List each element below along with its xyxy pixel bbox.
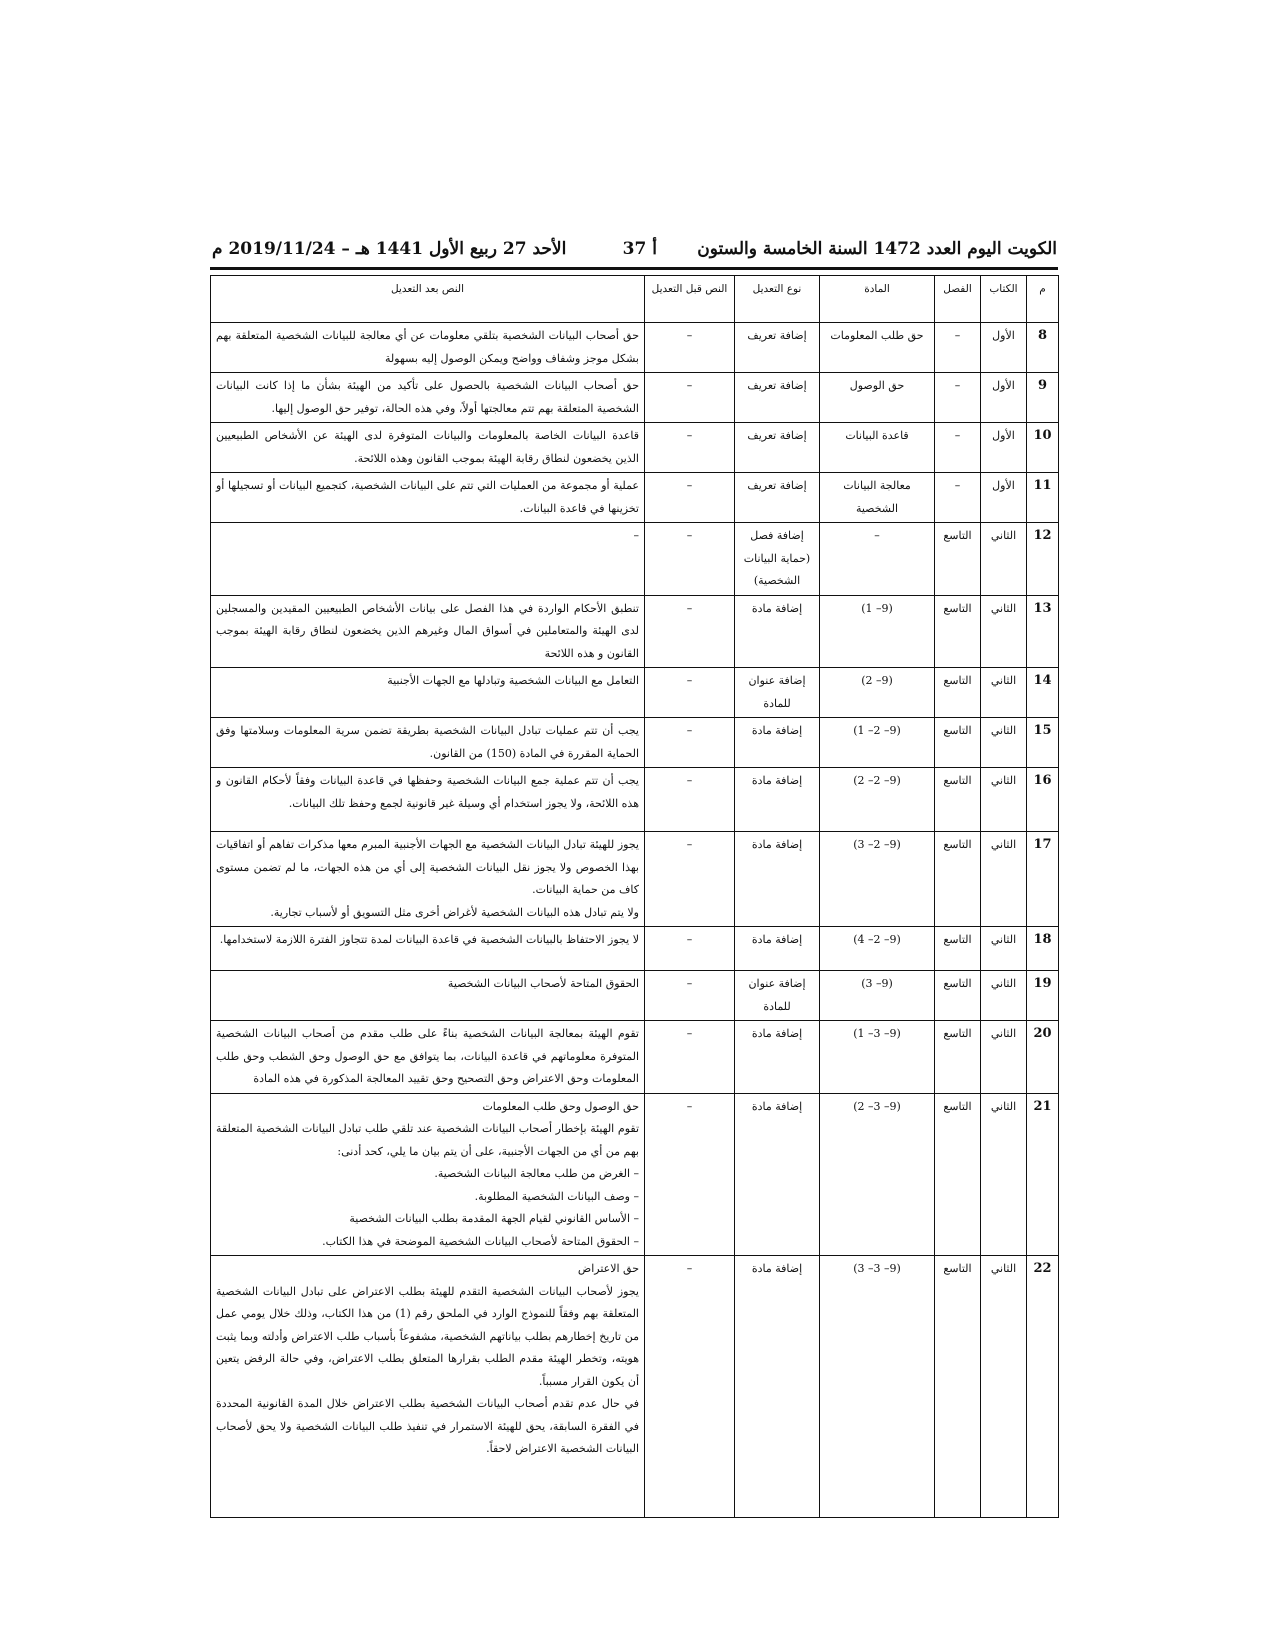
row-number: 16 xyxy=(1027,768,1059,832)
issue-date: الأحد 27 ربيع الأول 1441 هـ – 2019/11/24 م xyxy=(212,239,567,259)
row-article: (9– 3– 2) xyxy=(820,1093,935,1256)
row-text-before: – xyxy=(645,927,735,971)
row-article: (9– 2– 2) xyxy=(820,768,935,832)
table-row xyxy=(211,718,1059,768)
row-chapter: – xyxy=(935,423,981,473)
row-amendment-type: إضافة مادة xyxy=(735,1256,820,1518)
table-row xyxy=(211,768,1059,832)
row-article: معالجة البيانات الشخصية xyxy=(820,473,935,523)
col-header-article: المادة xyxy=(820,276,935,323)
row-text-before: – xyxy=(645,668,735,718)
row-amendment-type: إضافة مادة xyxy=(735,768,820,832)
row-text-after xyxy=(211,1256,645,1518)
row-text-after xyxy=(211,768,645,832)
row-chapter: التاسع xyxy=(935,718,981,768)
text-paragraph: – الحقوق المتاحة لأصحاب البيانات الشخصية الموضحة في هذا الكتاب. xyxy=(322,1234,639,1248)
row-amendment-type: إضافة مادة xyxy=(735,1093,820,1256)
row-article: قاعدة البيانات xyxy=(820,423,935,473)
text-paragraph: يجوز للهيئة تبادل البيانات الشخصية مع الجهات الأجنبية المبرم معها مذكرات تفاهم أو اتفاقيات بهذا الخصوص ولا يجوز نقل البيانات الشخصية إلى أي من هذه الجهات، ما لم تضمن مستوى كاف من حماية البيانات. xyxy=(216,838,639,896)
table-row xyxy=(211,668,1059,718)
row-book: الثاني xyxy=(981,1021,1027,1094)
text-paragraph: – xyxy=(633,529,639,542)
text-paragraph: – وصف البيانات الشخصية المطلوبة. xyxy=(474,1189,639,1203)
row-text-after xyxy=(211,373,645,423)
row-chapter: التاسع xyxy=(935,1021,981,1094)
row-amendment-type: إضافة تعريف xyxy=(735,423,820,473)
row-amendment-type: إضافة مادة xyxy=(735,832,820,927)
row-chapter: التاسع xyxy=(935,832,981,927)
row-chapter: التاسع xyxy=(935,595,981,668)
row-number: 11 xyxy=(1027,473,1059,523)
row-number: 14 xyxy=(1027,668,1059,718)
row-number: 15 xyxy=(1027,718,1059,768)
col-header-type: نوع التعديل xyxy=(735,276,820,323)
row-book: الثاني xyxy=(981,595,1027,668)
header-rule xyxy=(210,267,1058,270)
gazette-issue-info: الكويت اليوم العدد 1472 السنة الخامسة والستون xyxy=(697,239,1057,259)
row-article: حق الوصول xyxy=(820,373,935,423)
row-article: (9– 2– 4) xyxy=(820,927,935,971)
row-number: 18 xyxy=(1027,927,1059,971)
row-book: الثاني xyxy=(981,523,1027,596)
row-amendment-type: إضافة مادة xyxy=(735,927,820,971)
text-paragraph: يجب أن تتم عملية جمع البيانات الشخصية وحفظها في قاعدة البيانات وفقاً لأحكام القانون و هذه اللائحة، ولا يجوز استخدام أي وسيلة غير قانونية لجمع وحفظ تلك البيانات. xyxy=(216,774,639,810)
row-amendment-type: إضافة تعريف xyxy=(735,473,820,523)
table-row xyxy=(211,423,1059,473)
row-chapter: التاسع xyxy=(935,1256,981,1518)
row-number: 12 xyxy=(1027,523,1059,596)
row-book: الثاني xyxy=(981,971,1027,1021)
page-number: أ 37 xyxy=(622,239,657,259)
text-paragraph: عملية أو مجموعة من العمليات التي تتم على البيانات الشخصية، كتجميع البيانات أو تسجيلها أو تخزينها في قاعدة البيانات. xyxy=(216,479,639,515)
table-row xyxy=(211,373,1059,423)
row-book: الثاني xyxy=(981,668,1027,718)
row-number: 20 xyxy=(1027,1021,1059,1094)
text-paragraph: حق أصحاب البيانات الشخصية بالحصول على تأكيد من الهيئة بشأن ما إذا كانت البيانات الشخصية المتعلقة بهم تتم معالجتها أولاً، وفي هذه الحالة، توفير حق الوصول إليها. xyxy=(216,379,639,415)
row-text-before: – xyxy=(645,473,735,523)
row-book: الثاني xyxy=(981,832,1027,927)
row-article: (9– 2– 1) xyxy=(820,718,935,768)
row-book: الثاني xyxy=(981,718,1027,768)
row-book: الثاني xyxy=(981,768,1027,832)
row-number: 8 xyxy=(1027,323,1059,373)
row-number: 17 xyxy=(1027,832,1059,927)
text-paragraph: لا يجوز الاحتفاظ بالبيانات الشخصية في قاعدة البيانات لمدة تتجاوز الفترة اللازمة لاستخدامها. xyxy=(219,933,639,946)
row-number: 10 xyxy=(1027,423,1059,473)
row-text-after xyxy=(211,971,645,1021)
row-text-after xyxy=(211,718,645,768)
row-book: الثاني xyxy=(981,927,1027,971)
row-text-after xyxy=(211,523,645,596)
row-book: الأول xyxy=(981,323,1027,373)
row-number: 9 xyxy=(1027,373,1059,423)
row-number: 13 xyxy=(1027,595,1059,668)
col-header-chapter: الفصل xyxy=(935,276,981,323)
table-row xyxy=(211,1093,1059,1256)
row-chapter: – xyxy=(935,323,981,373)
text-paragraph: ولا يتم تبادل هذه البيانات الشخصية لأغراض أخرى مثل التسويق أو لأسباب تجارية. xyxy=(270,905,639,919)
table-row xyxy=(211,473,1059,523)
row-book: الأول xyxy=(981,473,1027,523)
row-text-after xyxy=(211,595,645,668)
row-book: الأول xyxy=(981,373,1027,423)
row-text-before: – xyxy=(645,1093,735,1256)
table-row xyxy=(211,523,1059,596)
table-row xyxy=(211,971,1059,1021)
row-book: الثاني xyxy=(981,1093,1027,1256)
amendments-table xyxy=(210,275,1059,1518)
text-paragraph: الحقوق المتاحة لأصحاب البيانات الشخصية xyxy=(447,977,639,990)
row-text-before: – xyxy=(645,768,735,832)
col-header-before: النص قبل التعديل xyxy=(645,276,735,323)
text-paragraph: في حال عدم تقدم أصحاب البيانات الشخصية بطلب الاعتراض خلال المدة القانونية المحددة في الفقرة السابقة، يحق للهيئة الاستمرار في تنفيذ طلب البيانات الشخصية ولا يحق لأصحاب البيانات الشخصية الاعتراض لاحقاً. xyxy=(216,1397,639,1455)
row-text-before: – xyxy=(645,595,735,668)
row-article: (9– 3) xyxy=(820,971,935,1021)
text-paragraph: قاعدة البيانات الخاصة بالمعلومات والبيانات المتوفرة لدى الهيئة عن الأشخاص الطبيعيين الذين يخضعون لنطاق رقابة الهيئة بموجب القانون وهذه اللائحة. xyxy=(216,429,639,465)
row-article: حق طلب المعلومات xyxy=(820,323,935,373)
row-text-before: – xyxy=(645,323,735,373)
col-header-book: الكتاب xyxy=(981,276,1027,323)
row-number: 22 xyxy=(1027,1256,1059,1518)
row-book: الأول xyxy=(981,423,1027,473)
text-paragraph: – الغرض من طلب معالجة البيانات الشخصية. xyxy=(434,1167,639,1180)
row-chapter: التاسع xyxy=(935,1093,981,1256)
row-chapter: التاسع xyxy=(935,523,981,596)
row-text-after xyxy=(211,423,645,473)
table-row xyxy=(211,832,1059,927)
row-number: 19 xyxy=(1027,971,1059,1021)
text-paragraph: يجوز لأصحاب البيانات الشخصية التقدم للهيئة بطلب الاعتراض على تبادل البيانات الشخصية المتعلقة بهم وفقاً للنموذج الوارد في الملحق رقم (1) من هذا الكتاب، وذلك خلال يومي عمل من تاريخ إخطارهم بطلب بياناتهم الشخصية، مشفوعاً بأسباب طلب الاعتراض وأدلته وبما يثبت هويته، وتخطر الهيئة مقدم الطلب بقرارها المتعلق بطلب الاعتراض، وفي حالة الرفض يتعين أن يكون القرار مسبباً. xyxy=(216,1284,639,1388)
text-paragraph: تقوم الهيئة بمعالجة البيانات الشخصية بناءً على طلب مقدم من أصحاب البيانات الشخصية المتوفرة معلوماتهم في قاعدة البيانات، بما يتوافق مع حق الوصول وحق الشطب وحق طلب المعلومات وحق الاعتراض وحق التصحيح وحق تقييد المعالجة المذكورة في هذه المادة xyxy=(216,1027,639,1085)
row-chapter: التاسع xyxy=(935,768,981,832)
row-amendment-type: إضافة مادة xyxy=(735,1021,820,1094)
table-row xyxy=(211,323,1059,373)
col-header-after: النص بعد التعديل xyxy=(211,276,645,323)
row-text-after xyxy=(211,927,645,971)
row-chapter: التاسع xyxy=(935,971,981,1021)
table-row xyxy=(211,1256,1059,1518)
row-book: الثاني xyxy=(981,1256,1027,1518)
text-paragraph: حق الوصول وحق طلب المعلومات xyxy=(482,1099,639,1113)
row-article: (9– 2) xyxy=(820,668,935,718)
text-paragraph: يجب أن تتم عمليات تبادل البيانات الشخصية بطريقة تضمن سرية المعلومات وسلامتها وفق الحماية المقررة في المادة (150) من القانون. xyxy=(216,724,639,760)
row-amendment-type: إضافة فصل (حماية البيانات الشخصية) xyxy=(735,523,820,596)
row-text-before: – xyxy=(645,423,735,473)
text-paragraph: تنطبق الأحكام الواردة في هذا الفصل على بيانات الأشخاص الطبيعيين المقيدين والمسجلين لدى الهيئة والمتعاملين في أسواق المال وغيرهم الذين يخضعون لنطاق رقابة الهيئة بموجب القانون و هذه اللائحة xyxy=(216,601,639,660)
text-paragraph: – الأساس القانوني لقيام الجهة المقدمة بطلب البيانات الشخصية xyxy=(349,1212,639,1225)
row-text-before: – xyxy=(645,523,735,596)
row-article: (9– 3– 3) xyxy=(820,1256,935,1518)
row-amendment-type: إضافة مادة xyxy=(735,595,820,668)
row-number: 21 xyxy=(1027,1093,1059,1256)
row-amendment-type: إضافة عنوان للمادة xyxy=(735,971,820,1021)
col-header-num: م xyxy=(1027,276,1059,323)
row-text-before: – xyxy=(645,971,735,1021)
row-amendment-type: إضافة عنوان للمادة xyxy=(735,668,820,718)
row-article: (9– 2– 3) xyxy=(820,832,935,927)
row-text-after xyxy=(211,668,645,718)
row-text-before: – xyxy=(645,1256,735,1518)
row-text-after xyxy=(211,832,645,927)
text-paragraph: حق أصحاب البيانات الشخصية بتلقي معلومات عن أي معالجة للبيانات الشخصية المتعلقة بهم بشكل موجز وشفاف وواضح ويمكن الوصول إليه بسهولة xyxy=(216,329,639,365)
row-amendment-type: إضافة تعريف xyxy=(735,373,820,423)
row-text-after xyxy=(211,473,645,523)
table-row xyxy=(211,595,1059,668)
text-paragraph: حق الاعتراض xyxy=(577,1262,639,1275)
row-chapter: التاسع xyxy=(935,668,981,718)
row-text-before: – xyxy=(645,832,735,927)
row-article: (9– 1) xyxy=(820,595,935,668)
row-text-after xyxy=(211,1021,645,1094)
row-article: (9– 3– 1) xyxy=(820,1021,935,1094)
row-text-after xyxy=(211,323,645,373)
table-row xyxy=(211,927,1059,971)
row-text-after xyxy=(211,1093,645,1256)
row-text-before: – xyxy=(645,718,735,768)
row-amendment-type: إضافة تعريف xyxy=(735,323,820,373)
row-text-before: – xyxy=(645,1021,735,1094)
text-paragraph: التعامل مع البيانات الشخصية وتبادلها مع الجهات الأجنبية xyxy=(387,674,639,687)
table-header-row xyxy=(211,276,1059,323)
row-chapter: التاسع xyxy=(935,927,981,971)
text-paragraph: تقوم الهيئة بإخطار أصحاب البيانات الشخصية عند تلقي طلب تبادل البيانات الشخصية المتعلقة بهم من أي من الجهات الأجنبية، على أن يتم بيان ما يلي، كحد أدنى: xyxy=(216,1122,639,1158)
row-chapter: – xyxy=(935,373,981,423)
table-row xyxy=(211,1021,1059,1094)
row-chapter: – xyxy=(935,473,981,523)
row-article: – xyxy=(820,523,935,596)
row-text-before: – xyxy=(645,373,735,423)
row-amendment-type: إضافة مادة xyxy=(735,718,820,768)
page-header xyxy=(212,239,1057,265)
